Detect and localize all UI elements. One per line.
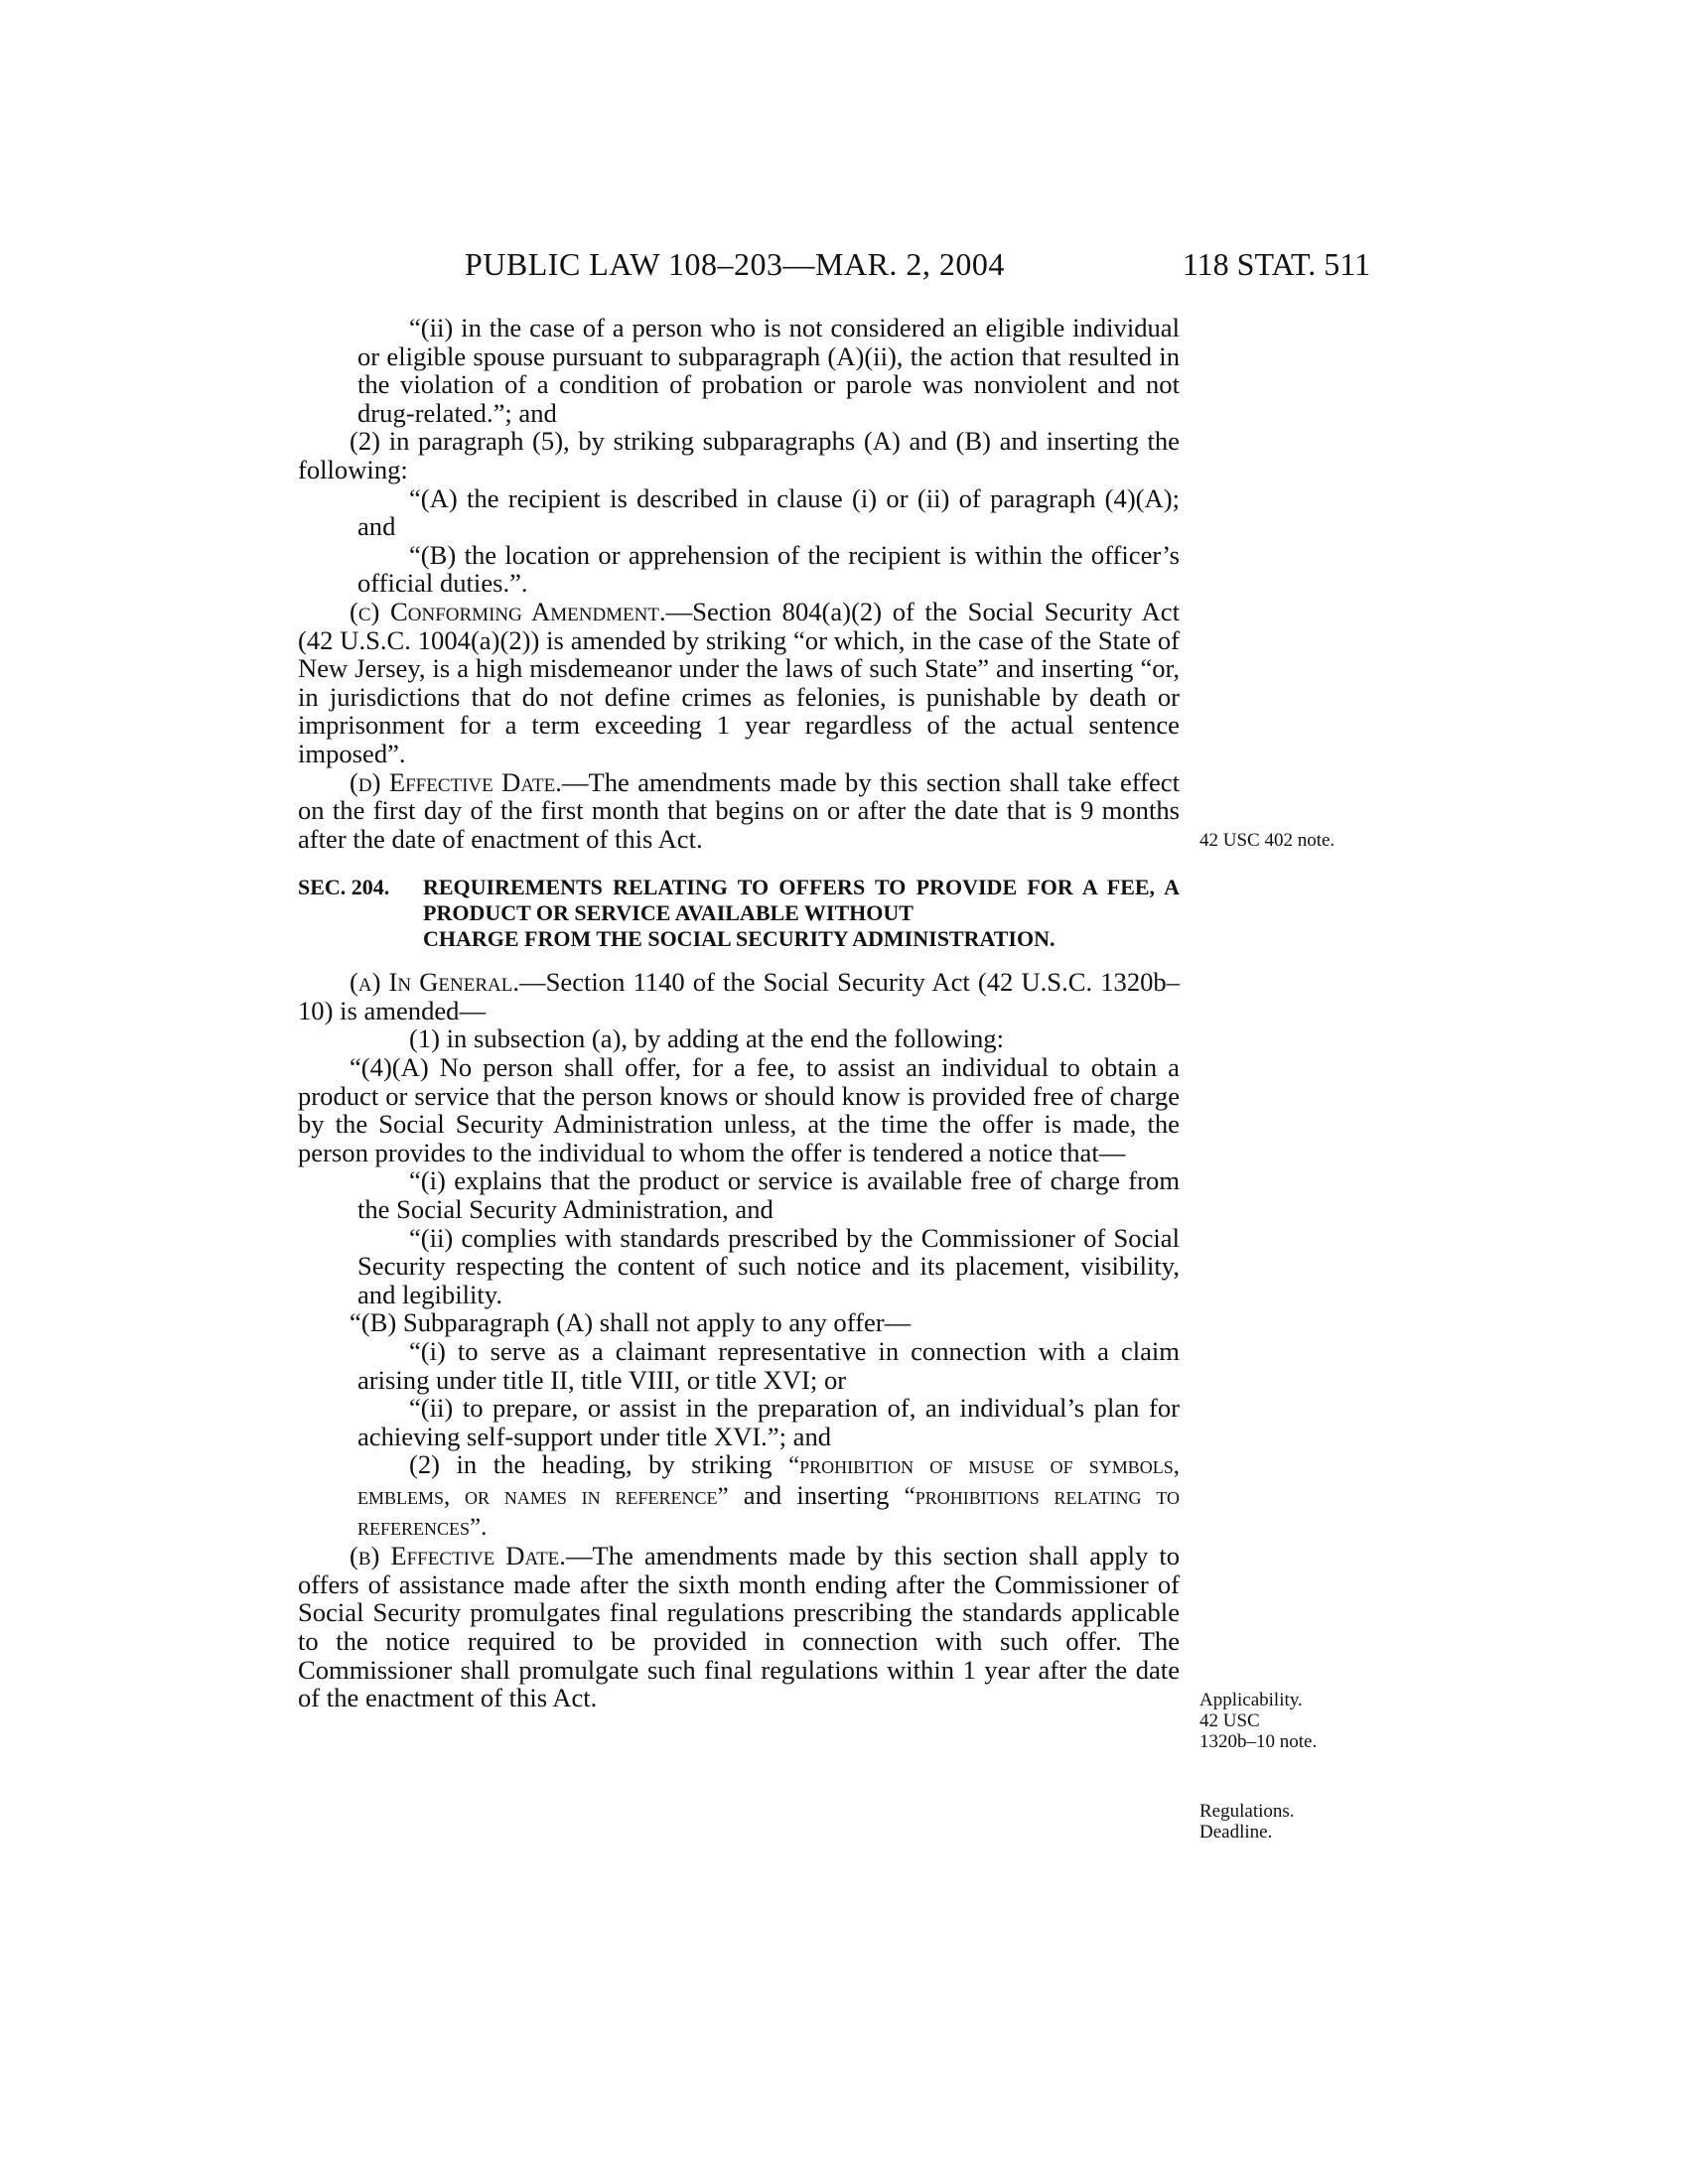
margin-note-usc-402: 42 USC 402 note. <box>1199 830 1336 851</box>
section-204-heading <box>298 875 1180 952</box>
subparagraph-b-text: “(B) Subparagraph (A) shall not apply to any offer— <box>350 1307 912 1338</box>
clause-i-explains: “(i) explains that the product or service is available free of charge from the Social Security Administration, and <box>357 1165 1180 1225</box>
subsection-d <box>298 768 1180 854</box>
clause-ii-complies: “(ii) complies with standards prescribed by the Commissioner of Social Security respecting the content of such notice and its placement, visibility, and legibility. <box>357 1222 1180 1309</box>
section-number: SEC. 204. <box>298 875 390 900</box>
subsection-b <box>298 1542 1180 1712</box>
running-head-title: PUBLIC LAW 108–203—MAR. 2, 2004 <box>465 246 1005 282</box>
page-body <box>298 314 1180 1712</box>
paragraph-2-text: (2) in paragraph (5), by striking subparagraphs (A) and (B) and inserting the following: <box>298 426 1180 484</box>
subsection-c <box>298 598 1180 768</box>
page-header <box>298 246 1370 290</box>
section-title-line1: REQUIREMENTS RELATING TO OFFERS TO PROVIDE FOR A FEE, A PRODUCT OR SERVICE AVAILABLE WITHOUT <box>423 875 1180 926</box>
paragraph-4a-text: “(4)(A) No person shall offer, for a fee, to assist an individual to obtain a product or service that the person knows or should know is provided free of charge by the Social Security Administration unless, at the time the offer is made, the person provides to the individual to whom the offer is tendered a notice that— <box>298 1052 1180 1167</box>
subsection-a-text: —Section 1140 of the Social Security Act (42 U.S.C. 1320b–10) is amended— <box>298 967 1181 1025</box>
subsection-d-heading: (d) Effective Date. <box>350 766 562 797</box>
subsection-c-text: —Section 804(a)(2) of the Social Security Act (42 U.S.C. 1004(a)(2)) is amended by striking “or which, in the case of the State of New Jersey, is a high misdemeanor under the laws of such State” and inserting “or, in jurisdictions that do not define crimes as felonies, is punishable by death or imprisonment for a term exceeding 1 year regardless of the actual sentence imposed”. <box>298 596 1180 768</box>
margin-note-applicability: Applicability. 42 USC 1320b–10 note. <box>1199 1690 1318 1752</box>
clause-a-text: “(A) the recipient is described in clause (i) or (ii) of paragraph (4)(A); and <box>357 482 1180 542</box>
subsection-b-heading: (b) Effective Date. <box>350 1541 566 1571</box>
section-title-line2: CHARGE FROM THE SOCIAL SECURITY ADMINISTRATION. <box>423 926 1055 952</box>
subsection-d-text: —The amendments made by this section shall take effect on the first day of the first month that begins on or after the date that is 9 months after the date of enactment of this Act. <box>298 766 1180 854</box>
paragraph-2-heading-amendment: (2) in the heading, by striking “prohibition of misuse of symbols, emblems, or names in reference” and inserting “prohibitions relating to references”. <box>357 1449 1180 1541</box>
subsection-a-heading: (a) In General. <box>350 967 519 998</box>
subsection-a <box>298 968 1180 1024</box>
clause-i-serve: “(i) to serve as a claimant representative in connection with a claim arising under title II, title VIII, or title XVI; or <box>357 1336 1180 1395</box>
margin-note-regulations: Regulations. Deadline. <box>1199 1801 1295 1843</box>
clause-ii-prepare: “(ii) to prepare, or assist in the preparation of, an individual’s plan for achieving self-support under title XVI.”; and <box>357 1393 1180 1451</box>
clause-b-text: “(B) the location or apprehension of the recipient is within the officer’s official duties.”. <box>357 539 1180 599</box>
subsection-b-text: —The amendments made by this section shall apply to offers of assistance made after the sixth month ending after the Commissioner of Social Security promulgates final regulations prescribing the standards applicable to the notice required to be provided in connection with such offer. The Commissioner shall promulgate such final regulations within 1 year after the date of the enactment of this Act. <box>298 1541 1181 1713</box>
subsection-c-heading: (c) Conforming Amendment. <box>350 596 666 626</box>
paragraph-1-text: (1) in subsection (a), by adding at the end the following: <box>409 1024 1004 1054</box>
statute-page-number: 118 STAT. 511 <box>1182 246 1370 282</box>
clause-ii-text: “(ii) in the case of a person who is not considered an eligible individual or eligible spouse pursuant to subparagraph (A)(ii), the action that resulted in the violation of a condition of probation or parole was nonviolent and not drug-related.”; and <box>357 313 1180 428</box>
